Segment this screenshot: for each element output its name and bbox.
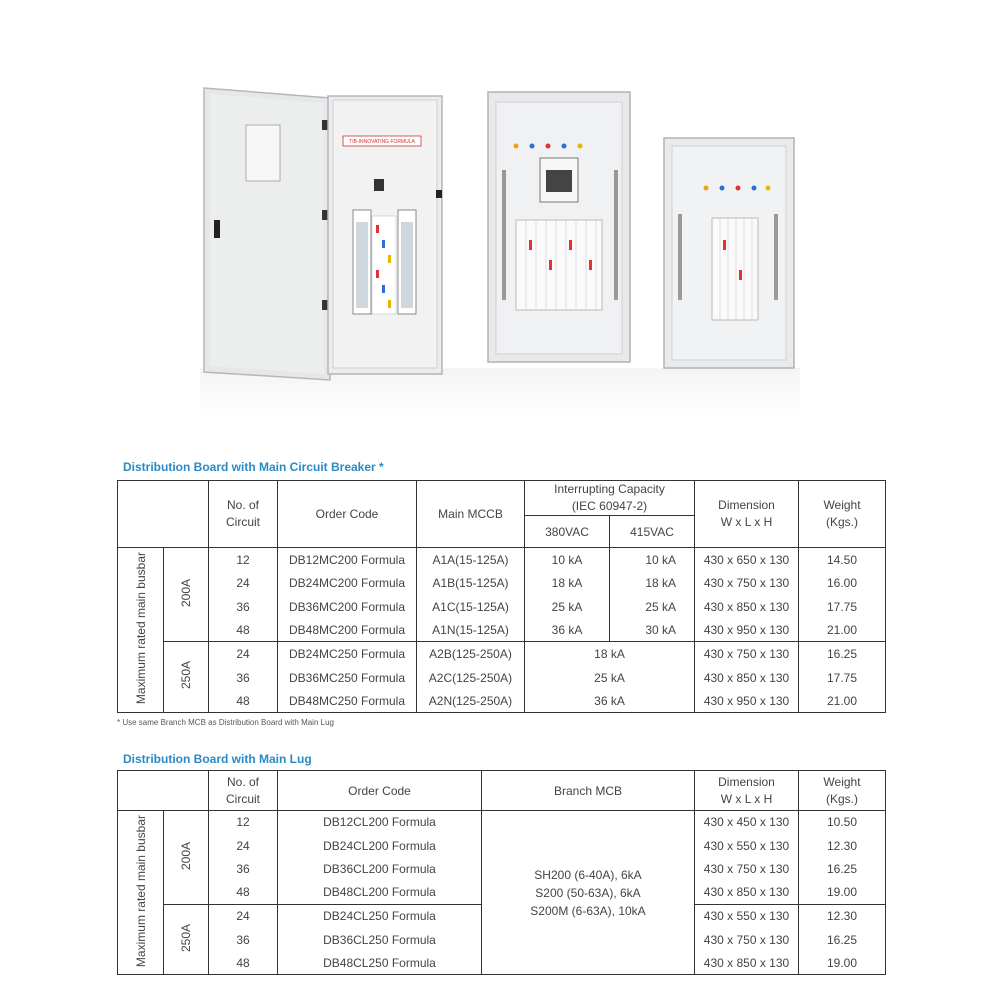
table-cell-code: DB12CL200 Formula — [278, 811, 482, 834]
table-cell-mccb: A1N(15-125A) — [417, 619, 525, 642]
table-cell-weight: 21.00 — [799, 690, 886, 713]
table-cell-ka380: 10 kA — [525, 548, 610, 572]
table-cell-ka: 36 kA — [525, 690, 695, 713]
ml-table-title: Distribution Board with Main Lug — [123, 752, 312, 766]
table-cell-weight: 12.30 — [799, 905, 886, 928]
header-415vac: 415VAC — [610, 516, 695, 548]
table-cell-dim: 430 x 750 x 130 — [695, 642, 799, 666]
table-cell-circuit: 36 — [209, 666, 278, 690]
mc-table-title: Distribution Board with Main Circuit Breaker * — [123, 460, 384, 474]
header-weight: Weight (Kgs.) — [799, 771, 886, 811]
busbar-label: Maximum rated main busbar — [118, 548, 164, 713]
footnote: * Use same Branch MCB as Distribution Board with Main Lug — [117, 718, 334, 727]
table-cell-dim: 430 x 650 x 130 — [695, 548, 799, 572]
table-cell-code: DB36MC200 Formula — [278, 595, 417, 619]
table-cell-circuit: 24 — [209, 834, 278, 858]
table-cell-ka380: 36 kA — [525, 619, 610, 642]
table-cell-ka380: 18 kA — [525, 572, 610, 595]
header-dimension: Dimension W x L x H — [695, 771, 799, 811]
table-cell-code: DB48CL200 Formula — [278, 881, 482, 905]
table-cell-circuit: 48 — [209, 619, 278, 642]
table-cell-circuit: 48 — [209, 952, 278, 975]
header-order-code: Order Code — [278, 481, 417, 548]
ml-spec-table — [117, 770, 886, 975]
table-cell-dim: 430 x 850 x 130 — [695, 595, 799, 619]
table-cell-dim: 430 x 850 x 130 — [695, 881, 799, 905]
table-cell-dim: 430 x 550 x 130 — [695, 834, 799, 858]
header-circuit: No. of Circuit — [209, 481, 278, 548]
table-cell-weight: 21.00 — [799, 619, 886, 642]
table-cell-dim: 430 x 750 x 130 — [695, 572, 799, 595]
table-cell-circuit: 36 — [209, 595, 278, 619]
table-cell-circuit: 12 — [209, 811, 278, 834]
board-open-door — [204, 88, 442, 380]
header-interrupting: Interrupting Capacity (IEC 60947-2) — [525, 481, 695, 516]
table-cell-code: DB36MC250 Formula — [278, 666, 417, 690]
table-cell-mccb: A2N(125-250A) — [417, 690, 525, 713]
table-cell-dim: 430 x 950 x 130 — [695, 619, 799, 642]
header-380vac: 380VAC — [525, 516, 610, 548]
mc-spec-table — [117, 480, 886, 713]
table-cell-code: DB48MC250 Formula — [278, 690, 417, 713]
table-cell-code: DB12MC200 Formula — [278, 548, 417, 572]
table-cell-weight: 12.30 — [799, 834, 886, 858]
table-cell-dim: 430 x 850 x 130 — [695, 952, 799, 975]
table-cell-circuit: 36 — [209, 858, 278, 881]
table-cell-code: DB24CL250 Formula — [278, 905, 482, 928]
table-cell-circuit: 24 — [209, 642, 278, 666]
rating-200a: 200A — [164, 548, 209, 642]
door-label: TIB-INNOVATING FORMULA — [349, 139, 415, 145]
busbar-label: Maximum rated main busbar — [118, 811, 164, 975]
table-cell-weight: 19.00 — [799, 881, 886, 905]
rating-250a: 250A — [164, 905, 209, 975]
table-cell-ka415: 18 kA — [610, 572, 695, 595]
table-cell-weight: 17.75 — [799, 595, 886, 619]
table-cell-ka415: 30 kA — [610, 619, 695, 642]
table-cell-ka: 18 kA — [525, 642, 695, 666]
table-cell-mccb: A1C(15-125A) — [417, 595, 525, 619]
table-cell-weight: 16.25 — [799, 928, 886, 952]
table-cell-dim: 430 x 750 x 130 — [695, 858, 799, 881]
table-cell-circuit: 48 — [209, 881, 278, 905]
table-cell-mccb: A1B(15-125A) — [417, 572, 525, 595]
rating-250a: 250A — [164, 642, 209, 713]
table-cell-weight: 16.00 — [799, 572, 886, 595]
table-cell-code: DB48MC200 Formula — [278, 619, 417, 642]
board-main-circuit-breaker — [488, 92, 630, 362]
table-cell-code: DB48CL250 Formula — [278, 952, 482, 975]
table-cell-code: DB24CL200 Formula — [278, 834, 482, 858]
table-cell-dim: 430 x 950 x 130 — [695, 690, 799, 713]
table-cell-ka: 25 kA — [525, 666, 695, 690]
table-cell-circuit: 24 — [209, 905, 278, 928]
table-cell-ka415: 25 kA — [610, 595, 695, 619]
table-cell-dim: 430 x 550 x 130 — [695, 905, 799, 928]
table-cell-code: DB24MC250 Formula — [278, 642, 417, 666]
table-cell-code: DB36CL200 Formula — [278, 858, 482, 881]
corner-cell — [118, 771, 209, 811]
header-main-mccb: Main MCCB — [417, 481, 525, 548]
table-cell-circuit: 36 — [209, 928, 278, 952]
header-order-code: Order Code — [278, 771, 482, 811]
header-circuit: No. of Circuit — [209, 771, 278, 811]
corner-cell — [118, 481, 209, 548]
table-cell-weight: 10.50 — [799, 811, 886, 834]
header-branch-mcb: Branch MCB — [482, 771, 695, 811]
table-cell-circuit: 12 — [209, 548, 278, 572]
table-cell-code: DB36CL250 Formula — [278, 928, 482, 952]
table-cell-ka415: 10 kA — [610, 548, 695, 572]
table-cell-mccb: A2B(125-250A) — [417, 642, 525, 666]
table-cell-dim: 430 x 750 x 130 — [695, 928, 799, 952]
table-cell-weight: 14.50 — [799, 548, 886, 572]
table-cell-weight: 16.25 — [799, 642, 886, 666]
table-cell-mccb: A2C(125-250A) — [417, 666, 525, 690]
branch-mcb-cell: SH200 (6-40A), 6kA S200 (50-63A), 6kA S200M (6-63A), 10kA — [482, 811, 695, 975]
table-cell-dim: 430 x 850 x 130 — [695, 666, 799, 690]
table-cell-circuit: 48 — [209, 690, 278, 713]
board-main-lug — [664, 138, 794, 368]
table-cell-weight: 16.25 — [799, 858, 886, 881]
header-dimension: Dimension W x L x H — [695, 481, 799, 548]
table-cell-mccb: A1A(15-125A) — [417, 548, 525, 572]
table-cell-circuit: 24 — [209, 572, 278, 595]
header-weight: Weight (Kgs.) — [799, 481, 886, 548]
table-cell-weight: 17.75 — [799, 666, 886, 690]
table-cell-dim: 430 x 450 x 130 — [695, 811, 799, 834]
table-cell-code: DB24MC200 Formula — [278, 572, 417, 595]
rating-200a: 200A — [164, 811, 209, 905]
table-cell-ka380: 25 kA — [525, 595, 610, 619]
table-cell-weight: 19.00 — [799, 952, 886, 975]
product-photo — [190, 80, 810, 420]
